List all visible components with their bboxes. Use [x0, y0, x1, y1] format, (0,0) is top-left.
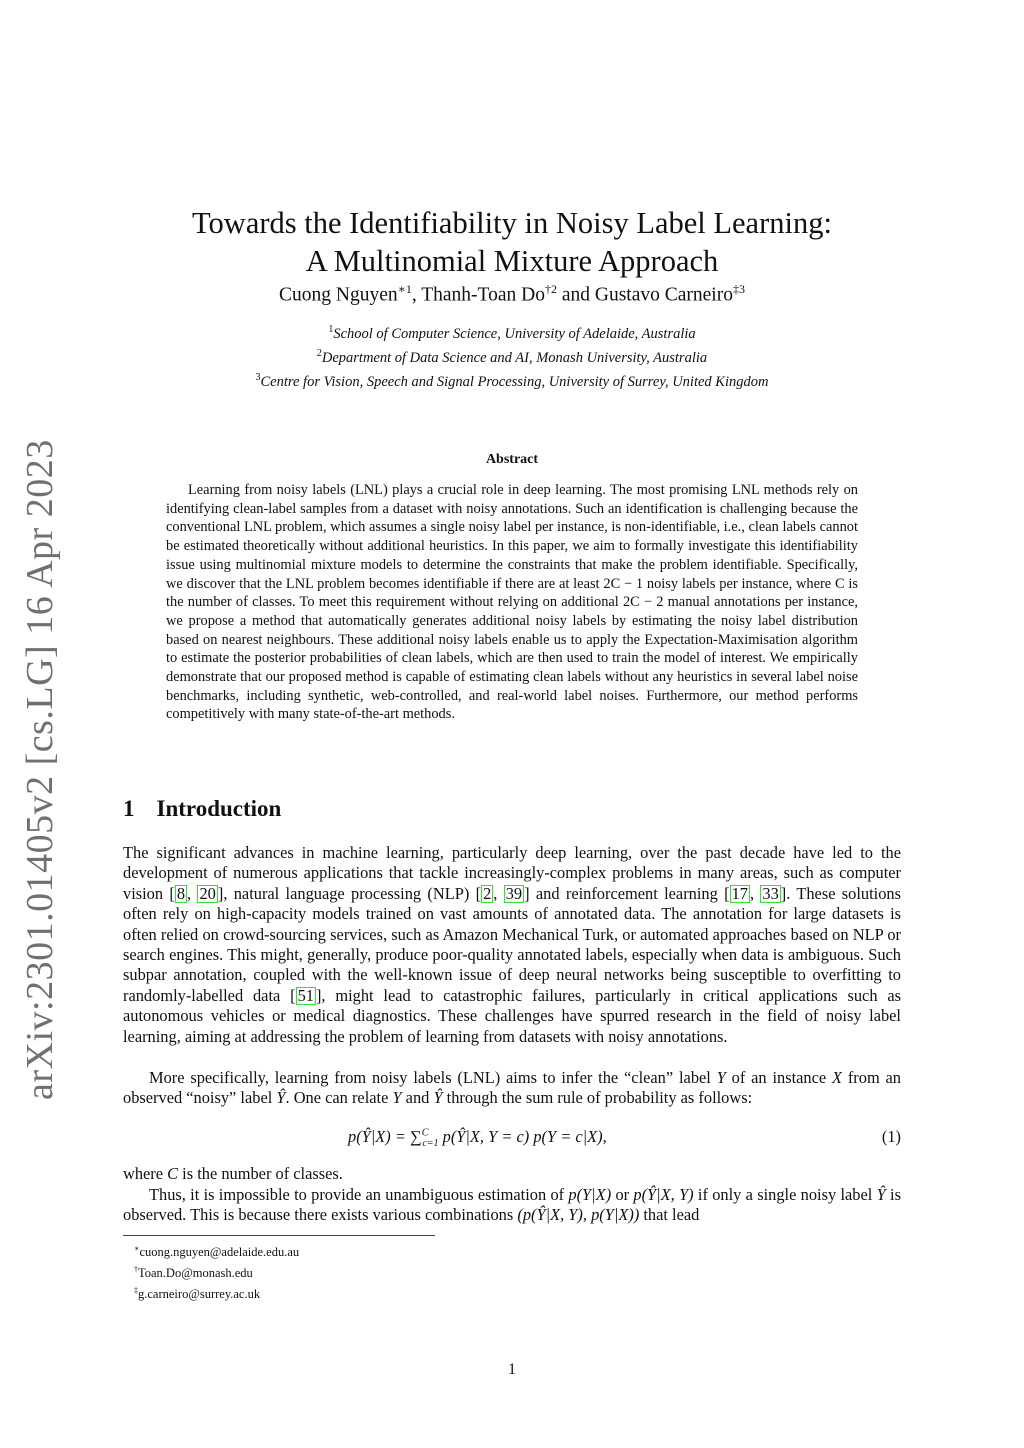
math-symbol: Y [716, 1068, 726, 1087]
footnote: †Toan.Do@monash.edu [134, 1265, 253, 1281]
math-symbol: Y [392, 1088, 402, 1108]
section-number: 1 [123, 796, 135, 821]
math-symbol: p(Ŷ|X, Y) [633, 1185, 694, 1204]
citation-link[interactable]: 20 [199, 883, 216, 903]
math-symbol: Ŷ [276, 1088, 286, 1108]
affiliation: $^3$Centre for Vision, Speech and Signal Processing, University of Surrey, United Kingdom [255, 371, 769, 390]
footnotes [134, 1240, 299, 1303]
citation-link[interactable]: 39 [505, 883, 523, 903]
author-mark: †2 [544, 282, 557, 296]
equation-1 [123, 1127, 901, 1151]
citation-link[interactable]: 17 [731, 883, 748, 903]
intro-paragraph-3: where C is the number of classes. [123, 1164, 343, 1183]
intro-paragraph-2: More specifically, learning from noisy labels (LNL) aims to infer the “clean” label Y of an instance X from an observed “noisy” label Ŷ. One can relate Y and Ŷ through the sum rule of probability as follows: [123, 1068, 902, 1108]
abstract-heading: Abstract [485, 452, 539, 467]
page-number: 1 [508, 1361, 516, 1378]
author-mark: ∗1 [397, 282, 412, 296]
email-link[interactable]: Toan.Do@monash.edu [138, 1266, 253, 1281]
affiliation: $^2$Department of Data Science and AI, Monash University, Australia [316, 347, 708, 366]
citation-link[interactable]: 51 [297, 985, 314, 1005]
footnote-divider [123, 1235, 435, 1236]
paper-title [120, 204, 904, 280]
citation-link[interactable]: 2 [483, 883, 492, 903]
title-line-1: Towards the Identifiability in Noisy Label Learning: [192, 206, 832, 241]
equation-formula: p(Ŷ|X) = ∑$^C_{c=1}$ p(Ŷ|X, Y = c) p(Y = c|X), [348, 1127, 607, 1150]
abstract-text: Learning from noisy labels (LNL) plays a crucial role in deep learning. The most promising LNL methods rely on identifying clean-label samples from a dataset with noisy annotations. Such an identification is challenging because the conventional LNL problem, which assumes a single noisy label per instance, is non-identifiable, i.e., clean labels cannot be estimated theoretically without additional heuristics. In this paper, we aim to formally investigate this identifiability issue using multinomial mixture models to determine the constraints that make the problem identifiable. Specifically, we discover that the LNL problem becomes identifiable if there are at least 2C − 1 noisy labels per instance, where C is the number of classes. To meet this requirement without relying on additional 2C − 2 manual annotations per instance, we propose a method that automatically generates additional noisy labels by estimating the noisy label distribution based on nearest neighbours. These additional noisy labels enable us to apply the Expectation-Maximisation algorithm to estimate the posterior probabilities of clean labels, which are then used to train the model of interest. We empirically demonstrate that our proposed method is capable of estimating clean labels without any heuristics in several label noise benchmarks, including synthetic, web-controlled, and real-world label noises. Furthermore, our method performs competitively with many state-of-the-art methods. [166, 482, 858, 723]
author-name: Cuong Nguyen [279, 284, 398, 306]
author-name: Gustavo Carneiro [594, 284, 733, 306]
author-mark: ‡3 [732, 282, 745, 296]
citation-link[interactable]: 8 [176, 883, 186, 903]
title-line-2: A Multinomial Mixture Approach [305, 244, 719, 279]
author-name: Thanh-Toan Do [421, 284, 545, 306]
email-link[interactable]: cuong.nguyen@adelaide.edu.au [139, 1245, 300, 1260]
footnote: ‡g.carneiro@surrey.ac.uk [134, 1286, 261, 1302]
section-title: Introduction [156, 796, 282, 821]
email-link[interactable]: g.carneiro@surrey.ac.uk [138, 1287, 261, 1302]
affiliation: $^1$School of Computer Science, University of Adelaide, Australia [328, 324, 696, 342]
math-symbol: Ŷ [433, 1088, 443, 1108]
affiliations [120, 320, 904, 391]
author-list: Cuong Nguyen$^{∗1}$, Thanh-Toan Do$^{\dagger 2}$ and Gustavo Carneiro$^{\ddagger 3}$ [279, 282, 745, 306]
footnote: ∗cuong.nguyen@adelaide.edu.au [134, 1244, 300, 1260]
intro-paragraph-1: The significant advances in machine learning, particularly deep learning, over the past decade have led to the development of numerous applications that tackle increasingly-complex problems in many areas, such as computer vision [ 8 , 20 ], natural language processing (NLP) [ 2 , 39 ] and reinforcement learning [ 17 , 33 ]. These solutions often rely on high-capacity models trained on vast amounts of annotated data. The annotation for large datasets is often relied on crowd-sourcing services, such as Amazon Mechanical Turk, or automated approaches based on NLP or search engines. This might, generally, produce poor-quality annotated labels, especially when data is ambiguous. Such subpar annotation, coupled with the well-known issue of deep neural networks being susceptible to overfitting to randomly-labelled data [ 51 ], might lead to catastrophic failures, particularly in critical applications such as autonomous vehicles or medical diagnostics. These challenges have spurred research in the field of noisy label learning, aiming at addressing the problem of learning from datasets with noisy annotations. [123, 843, 902, 1046]
math-symbol: p(Y|X) [568, 1185, 612, 1204]
intro-paragraph-4: Thus, it is impossible to provide an unambiguous estimation of p(Y|X) or p(Ŷ|X, Y) if only a single noisy label Ŷ is observed. This is because there exists various combinations (p(Ŷ|X, Y), p(Y|X)) that lead [123, 1185, 901, 1225]
equation-number: (1) [881, 1127, 901, 1146]
section-heading [123, 796, 281, 822]
math-symbol: (p(Ŷ|X, Y), p(Y|X)) [517, 1205, 640, 1225]
arxiv-identifier: arXiv:2301.01405v2 [cs.LG] 16 Apr 2023 [19, 439, 61, 1100]
math-symbol: X [831, 1068, 842, 1087]
math-symbol: Ŷ [876, 1185, 886, 1204]
citation-link[interactable]: 33 [762, 883, 779, 903]
math-symbol: C [167, 1164, 179, 1183]
